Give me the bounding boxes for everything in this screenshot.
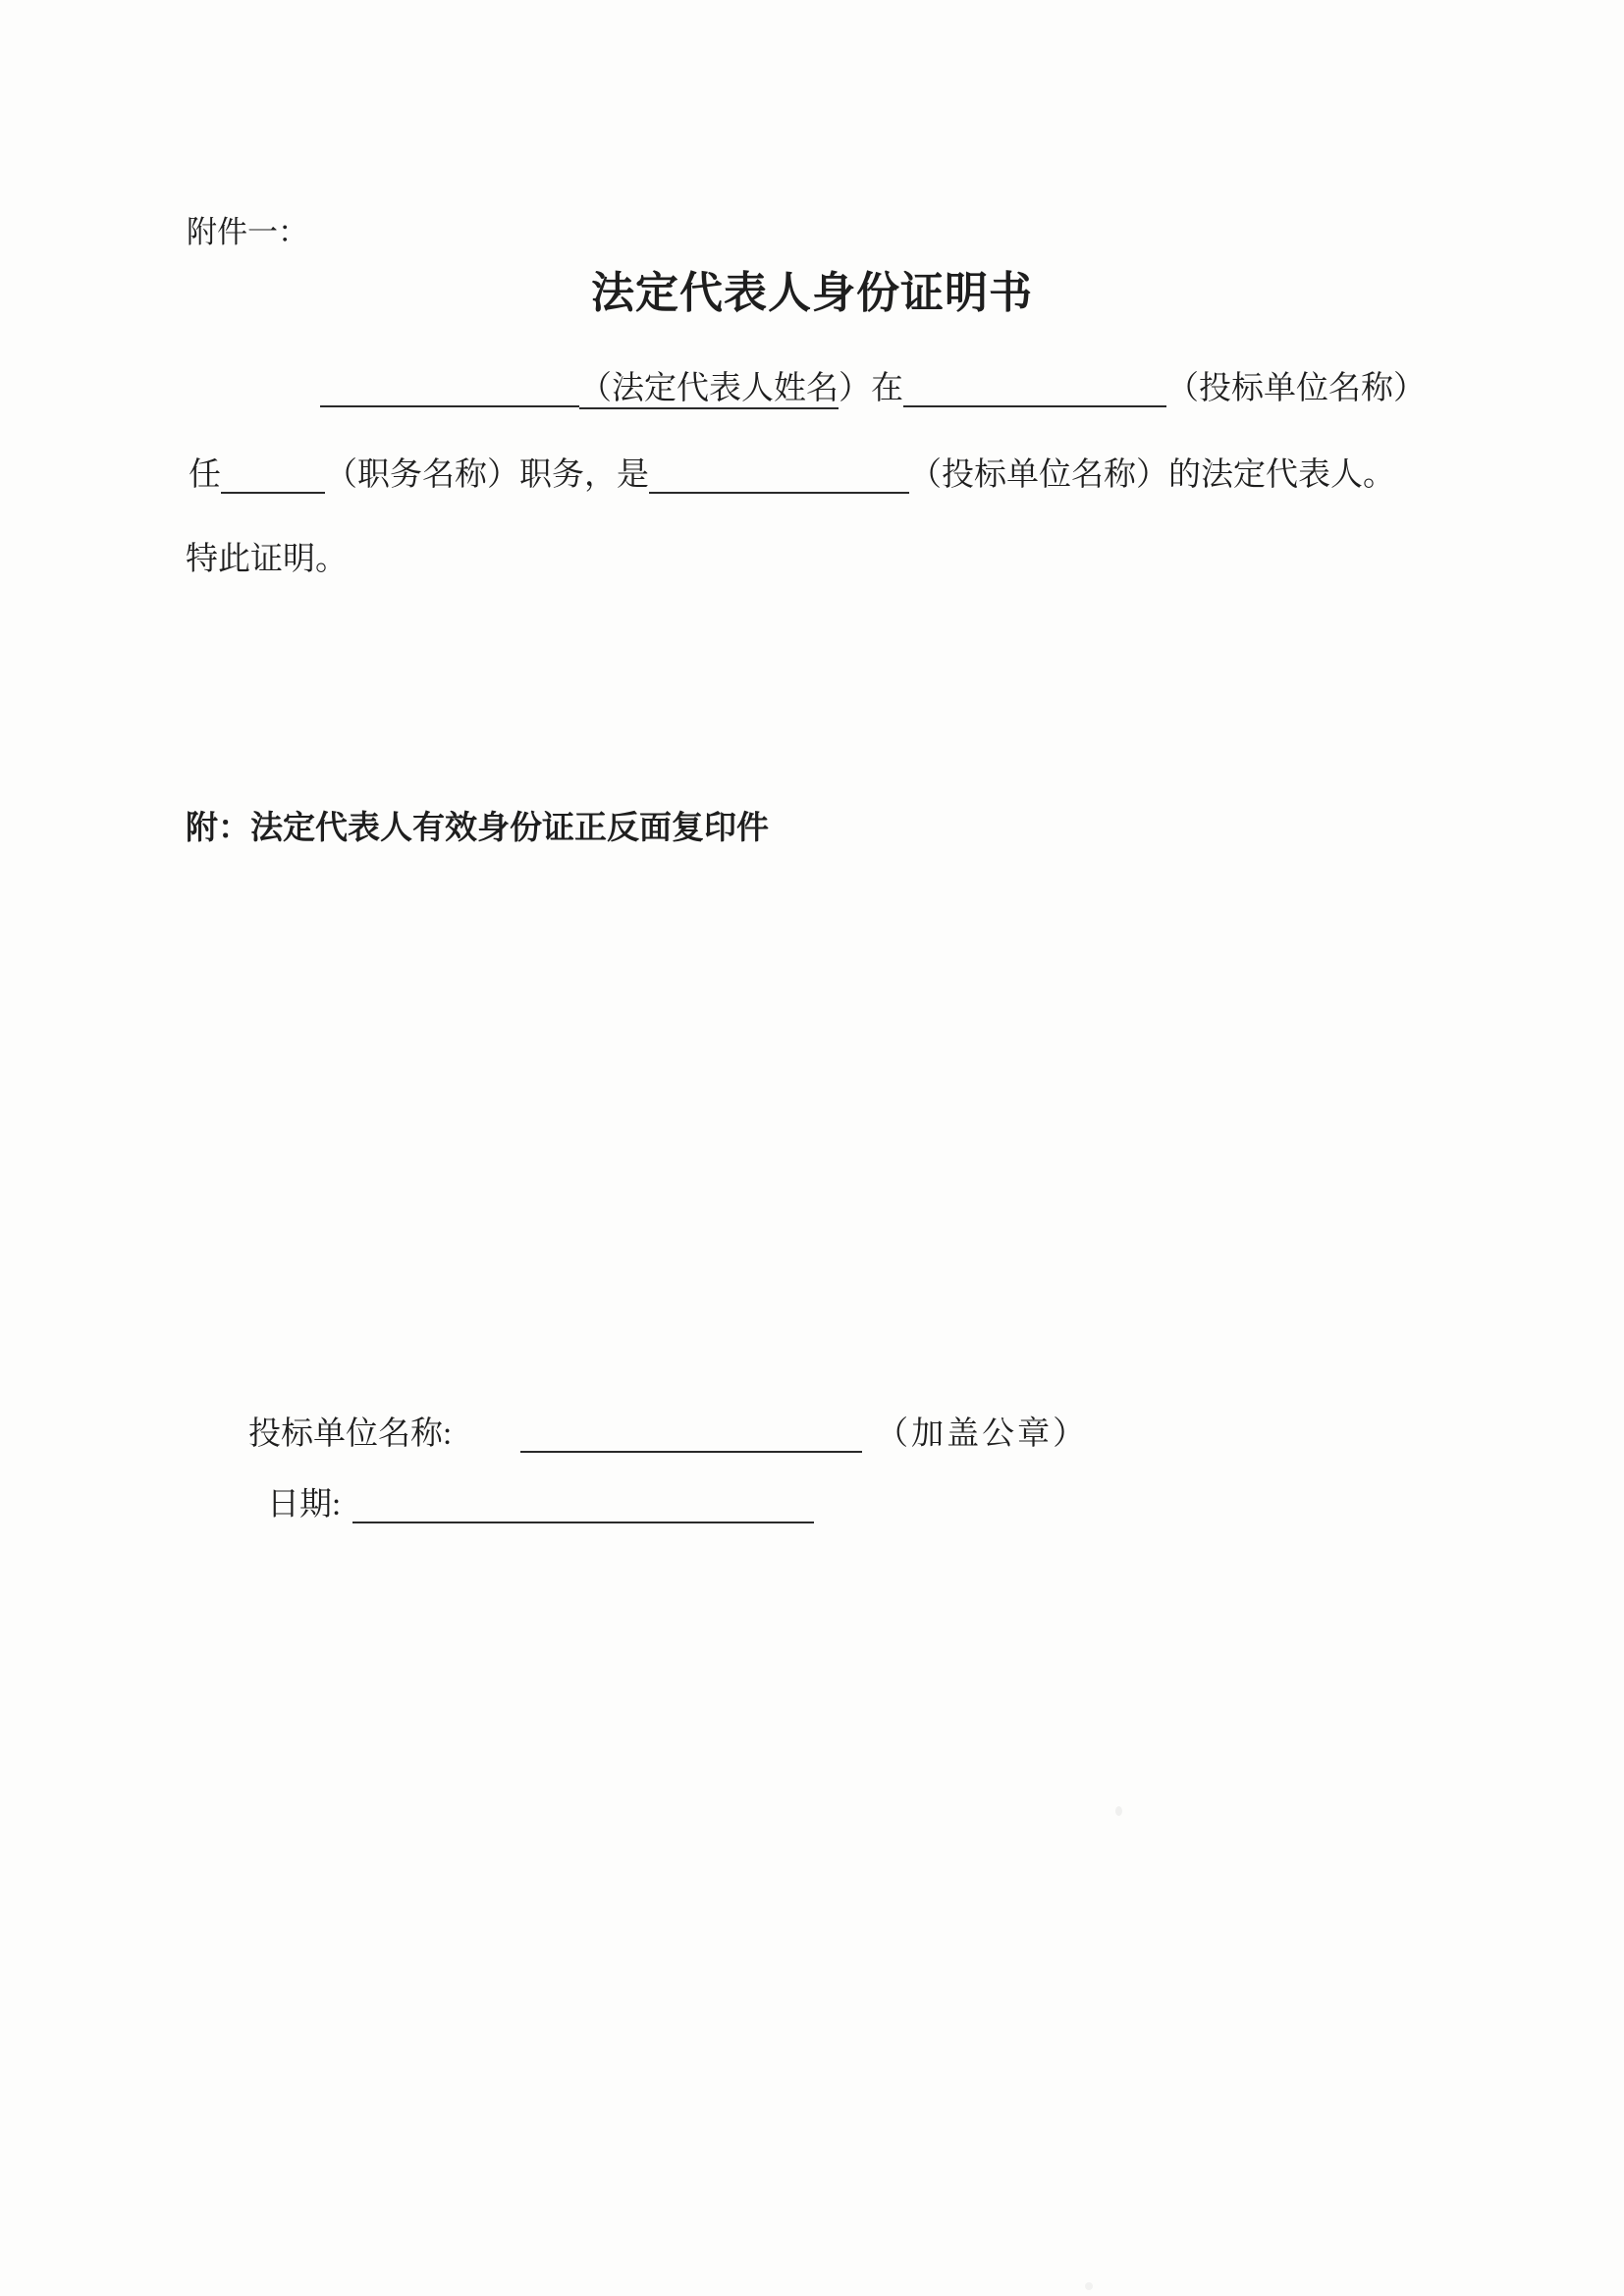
date-blank <box>352 1522 814 1523</box>
attachment-label: 附件一： <box>187 215 308 249</box>
document-title: 法定代表人身份证明书 <box>591 269 1033 317</box>
paragraph-line-2 <box>189 449 1395 495</box>
scan-artifact-speck <box>1115 1806 1122 1816</box>
signature-date-row <box>267 1478 814 1524</box>
seal-label: （加盖公章） <box>876 1416 1089 1452</box>
bidder-company-blank-1 <box>903 405 1166 407</box>
serve-as-text: 任 <box>189 457 221 493</box>
bidder-company-label-2: （投标单位名称）的法定代表人。 <box>909 457 1395 493</box>
legal-rep-name-label: （法定代表人姓名 <box>579 371 839 406</box>
signature-company-row <box>248 1408 1088 1454</box>
bidder-company-label-1: （投标单位名称） <box>1166 371 1426 406</box>
bidder-company-blank-2 <box>649 492 909 494</box>
attachment-note: 附：法定代表人有效身份证正反面复印件 <box>186 811 769 846</box>
date-label: 日期: <box>267 1487 342 1522</box>
legal-rep-name-blank <box>320 405 579 407</box>
closing-line: 特此证明。 <box>186 542 348 577</box>
bracket-and-zai-text: ）在 <box>839 371 903 406</box>
position-title-blank <box>221 492 325 494</box>
position-label-text: （职务名称）职务，是 <box>325 457 649 493</box>
scan-artifact-speck <box>1085 2282 1093 2290</box>
signature-company-label: 投标单位名称: <box>248 1416 453 1452</box>
signature-company-blank <box>520 1451 862 1453</box>
paragraph-line-1 <box>320 362 1426 408</box>
